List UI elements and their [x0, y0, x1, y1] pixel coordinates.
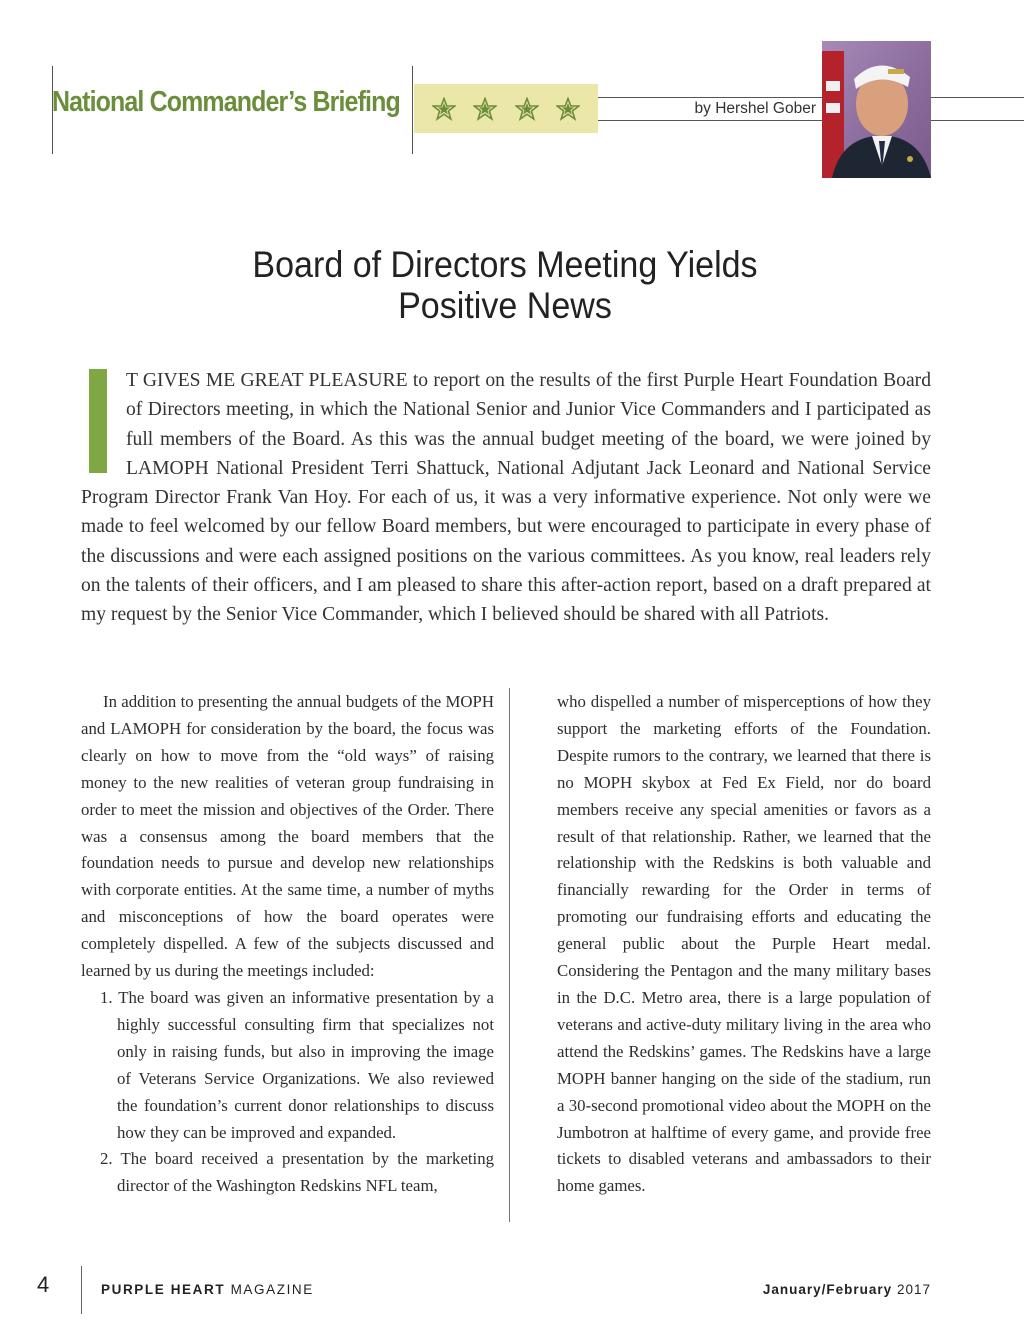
magazine-name-bold: PURPLE HEART — [101, 1282, 226, 1297]
star-icon — [515, 97, 539, 121]
page-number: 4 — [37, 1272, 50, 1297]
left-paragraph: In addition to presenting the annual budgets of the MOPH and LAMOPH for consideration by the board, the focus was clearly on how to move from the “old ways” of raising money to the new realities of veteran group fundraising in order to meet the mission and objectives of the Order. There was a consensus among the board members that the foundation needs to pursue and develop new relationships with corporate entities. At the same time, a number of myths and misconceptions of how the board operates were completely dispelled. A few of the subjects discussed and learned by us during the meetings included: — [81, 692, 494, 981]
article-title — [40, 244, 969, 326]
star-icon — [432, 97, 456, 121]
stars-banner — [414, 84, 598, 133]
magazine-name — [101, 1282, 314, 1297]
header-top-rule — [598, 97, 1024, 98]
right-paragraph: who dispelled a number of misperceptions of how they support the marketing efforts of the Foundation. Despite rumors to the contrary, we learned that there is no MOPH skybox at Fed Ex Field, nor do board members receive any special amenities or favors as a result of that relationship. Rather, we learned that the relationship with the Redskins is both valuable and financially rewarding for the Order in terms of promoting our fundraising efforts and educating the general public about the Purple Heart medal. Considering the Pentagon and the many military bases in the D.C. Metro area, there is a large population of veterans and active-duty military living in the area who attend the Redskins’ games. The Redskins have a large MOPH banner hanging on the side of the stadium, run a 30-second promotional video about the MOPH on the Jumbotron at halftime of every game, and provide free tickets to disabled veterans and ambassadors to their home games. — [557, 692, 931, 1196]
article-title-line1: Board of Directors Meeting Yields — [252, 244, 758, 285]
intro-text: to report on the results of the first Purple Heart Foundation Board of Directors meeting, in which the National Senior and Junior Vice Commanders and I participated as full members of the Board. As this was the annual budget meeting of the board, we were joined by LAMOPH National President Terri Shattuck, National Adjutant Jack Leonard and National Service Program Director Frank Van Hoy. For each of us, it was a very informative experience. Not only were we made to feel welcomed by our fellow Board members, but were encouraged to participate in every phase of the discussions and were each assigned positions on the various committees. As you know, real leaders rely on the talents of their officers, and I am pleased to share this after-action report, based on a draft prepared at my request by the Senior Vice Commander, which I believed should be shared with all Patriots. — [81, 370, 931, 626]
author-byline: by Hershel Gober — [694, 100, 816, 117]
star-icon — [473, 97, 497, 121]
header-bottom-rule — [598, 120, 1024, 121]
left-column — [81, 689, 494, 1200]
footer-divider — [81, 1266, 82, 1314]
drop-cap-bar — [89, 369, 107, 473]
header-mid-rule — [412, 66, 413, 154]
issue-date-months: January/February — [762, 1282, 893, 1297]
author-photo — [822, 41, 931, 178]
right-column — [557, 689, 931, 1200]
intro-lead: T GIVES ME GREAT PLEASURE — [126, 370, 408, 391]
column-divider — [509, 688, 510, 1222]
magazine-name-rest: MAGAZINE — [225, 1282, 314, 1297]
intro-paragraph — [81, 366, 931, 630]
issue-date — [763, 1282, 931, 1297]
star-icon — [556, 97, 580, 121]
article-title-line2: Positive News — [398, 285, 612, 326]
list-item: 1. The board was given an informative presentation by a highly successful consulting firm that specializes not only in raising funds, but also in improving the image of Veterans Service Organizations. We also reviewed the foundation’s current donor relationships to discuss how they can be improved and expanded. — [100, 987, 494, 1142]
list-item: 2. The board received a presentation by the marketing director of the Washington Redskins NFL team, — [100, 1149, 494, 1196]
section-title: National Commander’s Briefing — [52, 86, 400, 118]
issue-date-year: 2017 — [892, 1282, 931, 1297]
